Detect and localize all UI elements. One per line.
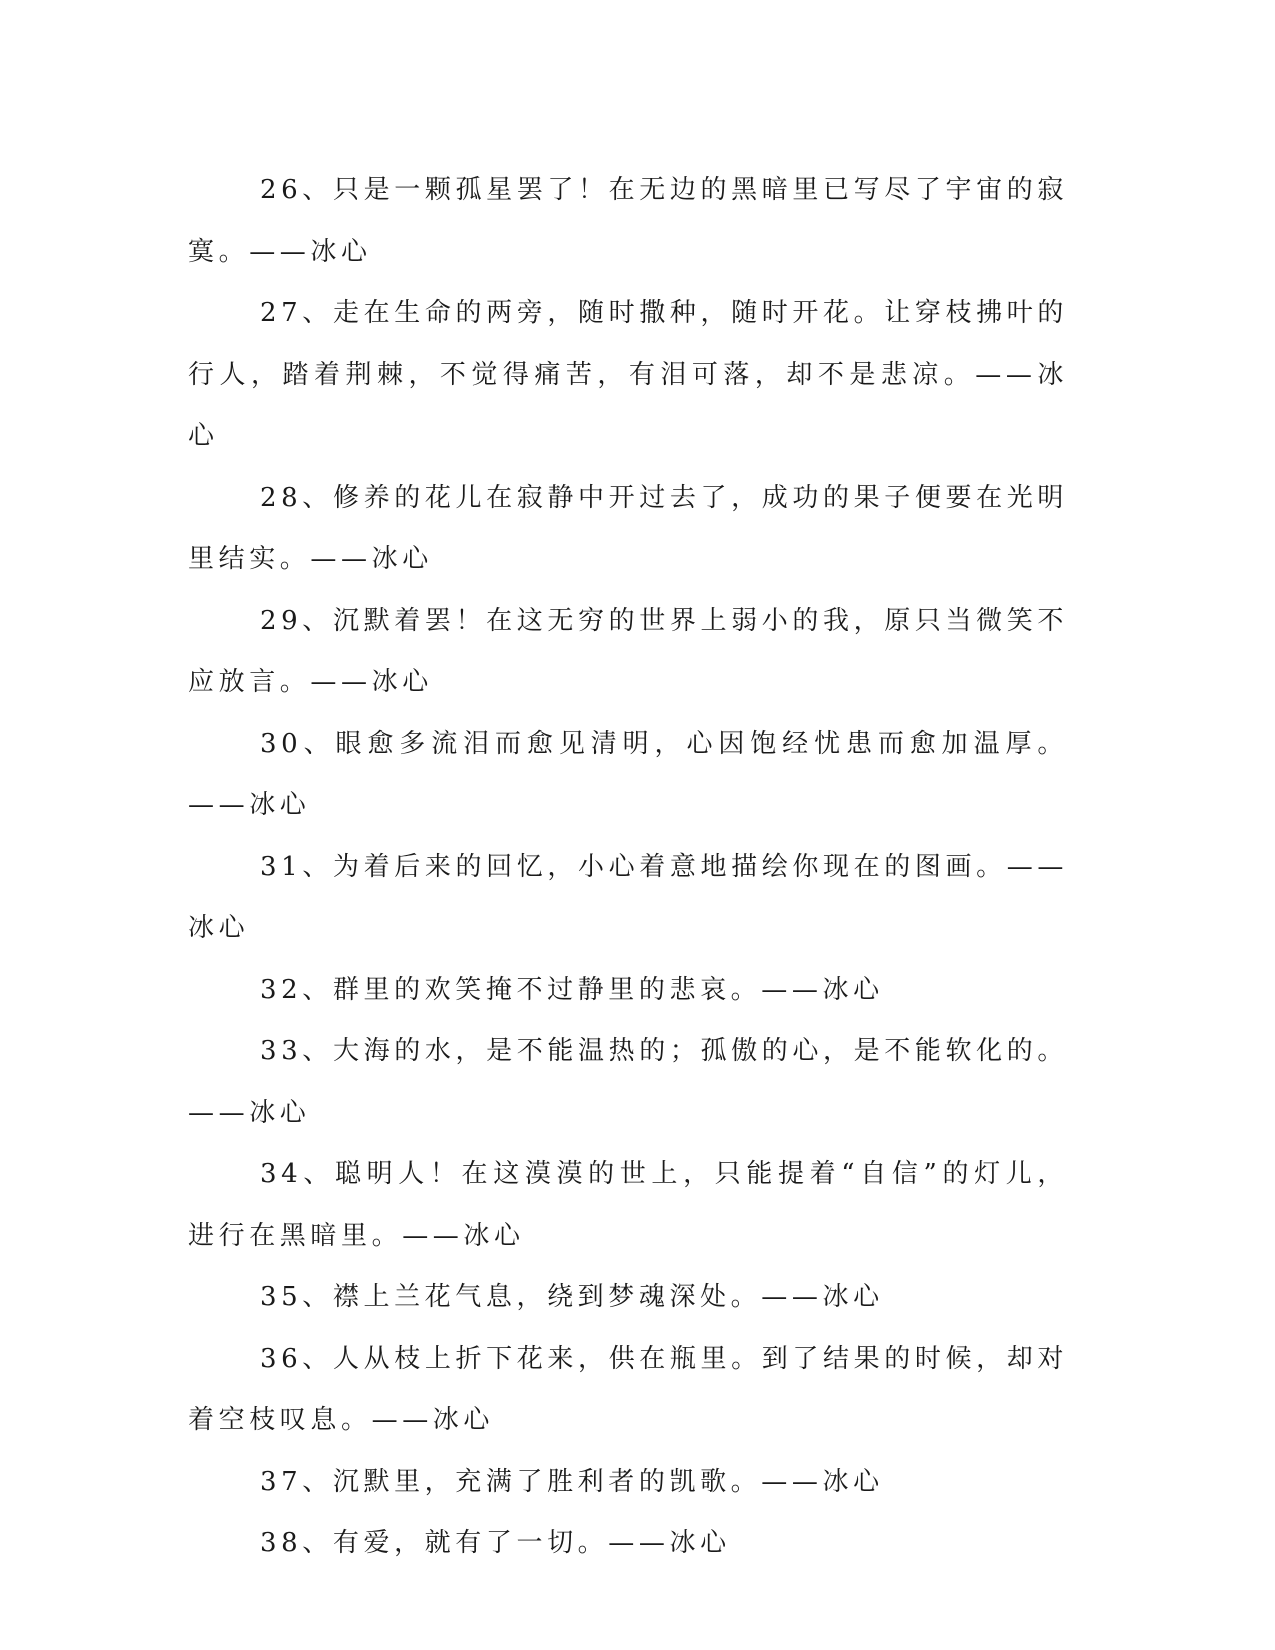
quote-paragraph-30: 30、眼愈多流泪而愈见清明，心因饱经忧患而愈加温厚。——冰心 <box>188 728 1068 820</box>
quote-paragraph-31: 31、为着后来的回忆，小心着意地描绘你现在的图画。——冰心 <box>188 851 1068 943</box>
quote-paragraph-32: 32、群里的欢笑掩不过静里的悲哀。——冰心 <box>260 974 884 1005</box>
quote-paragraph-29: 29、沉默着罢！在这无穷的世界上弱小的我，原只当微笑不应放言。——冰心 <box>188 605 1068 697</box>
quote-paragraph-37: 37、沉默里，充满了胜利者的凯歌。——冰心 <box>260 1466 884 1497</box>
quote-list <box>188 160 1068 1575</box>
quote-paragraph-28: 28、修养的花儿在寂静中开过去了，成功的果子便要在光明里结实。——冰心 <box>188 482 1068 574</box>
quote-paragraph-35: 35、襟上兰花气息，绕到梦魂深处。——冰心 <box>260 1282 884 1312</box>
quote-paragraph-26: 26、只是一颗孤星罢了！在无边的黑暗里已写尽了宇宙的寂寞。——冰心 <box>188 175 1068 267</box>
quote-paragraph-27: 27、走在生命的两旁，随时撒种，随时开花。让穿枝拂叶的行人，踏着荆棘，不觉得痛苦，有泪可落，却不是悲凉。——冰心 <box>188 298 1068 451</box>
quote-paragraph-34: 34、聪明人！在这漠漠的世上，只能提着“自信”的灯儿，进行在黑暗里。——冰心 <box>188 1159 1068 1251</box>
quote-paragraph-36: 36、人从枝上折下花来，供在瓶里。到了结果的时候，却对着空枝叹息。——冰心 <box>188 1343 1068 1435</box>
quote-paragraph-33: 33、大海的水，是不能温热的；孤傲的心，是不能软化的。——冰心 <box>188 1036 1068 1128</box>
quote-paragraph-38: 38、有爱，就有了一切。——冰心 <box>260 1528 731 1558</box>
